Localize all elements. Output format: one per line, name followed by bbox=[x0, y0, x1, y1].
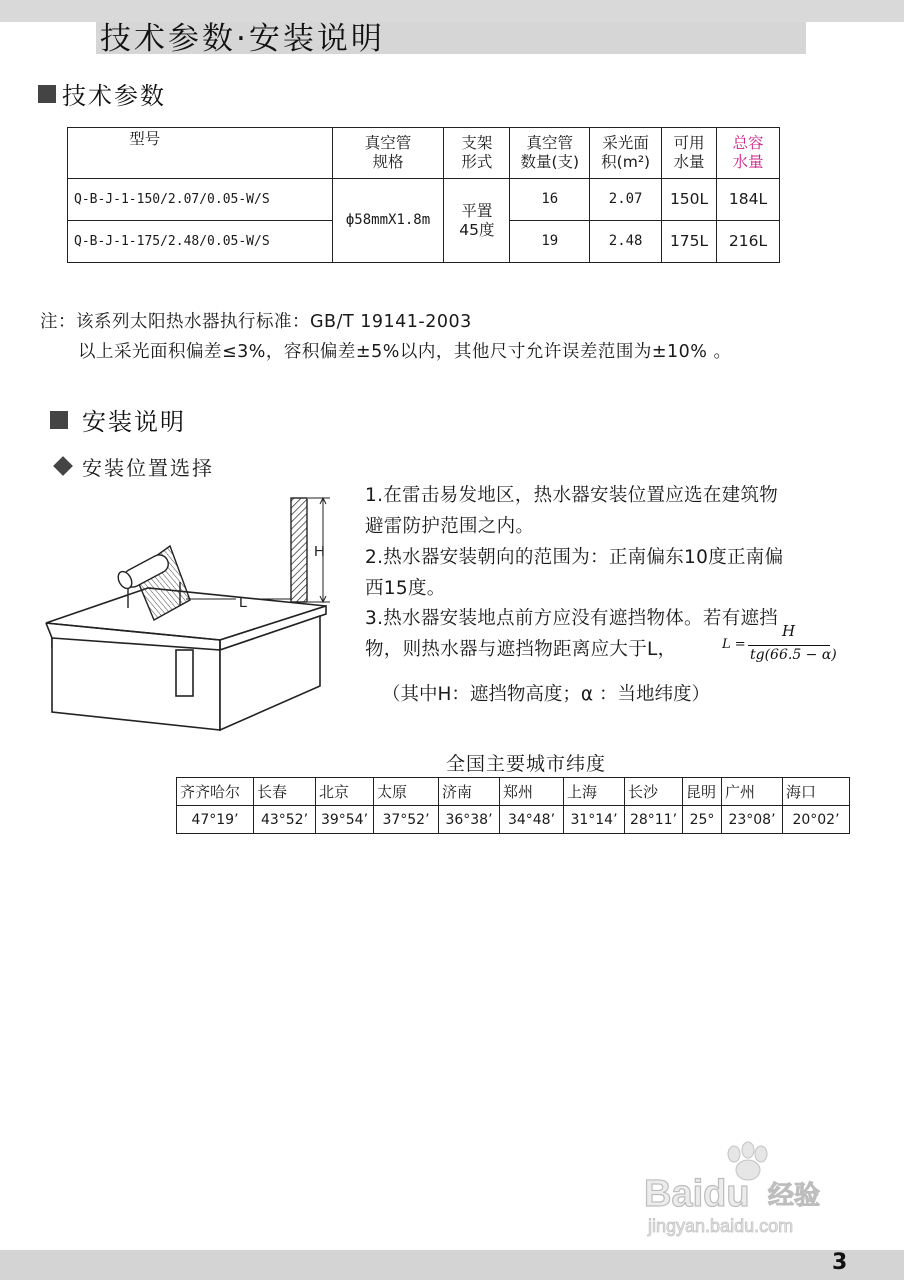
baidu-jingyan-watermark bbox=[640, 1140, 850, 1240]
cell-usable: 150L bbox=[662, 179, 717, 221]
latitude-value: 37°52’ bbox=[374, 806, 439, 834]
latitude-value: 34°48’ bbox=[500, 806, 564, 834]
latitude-value: 47°19’ bbox=[177, 806, 254, 834]
city-name: 太原 bbox=[374, 778, 439, 806]
latitude-value: 43°52’ bbox=[254, 806, 316, 834]
spec-table bbox=[67, 127, 780, 263]
cell-model: Q-B-J-1-175/2.48/0.05-W/S bbox=[68, 221, 333, 263]
house-icon bbox=[46, 588, 326, 730]
instruction-2a: 2.热水器安装朝向的范围为：正南偏东10度正南偏 bbox=[365, 547, 784, 568]
note-standard: 注：该系列太阳热水器执行标准：GB/T 19141-2003 bbox=[40, 312, 472, 332]
header-tube-count: 真空管 数量(支) bbox=[510, 128, 590, 179]
city-name: 长春 bbox=[254, 778, 316, 806]
header-model: 型号 bbox=[68, 128, 333, 179]
diamond-bullet-icon bbox=[53, 456, 73, 476]
instruction-1a: 1.在雷击易发地区，热水器安装位置应选在建筑物 bbox=[365, 485, 779, 506]
dimension-lines bbox=[186, 498, 330, 602]
header-frame: 支架 形式 bbox=[444, 128, 510, 179]
cell-model: Q-B-J-1-150/2.07/0.05-W/S bbox=[68, 179, 333, 221]
header-tube-spec: 真空管 规格 bbox=[332, 128, 444, 179]
cell-area: 2.48 bbox=[590, 221, 662, 263]
obstruction-wall-icon bbox=[291, 498, 307, 602]
latitude-value: 23°08’ bbox=[722, 806, 783, 834]
square-bullet-icon bbox=[38, 85, 56, 103]
city-row bbox=[177, 778, 850, 806]
city-name: 广州 bbox=[722, 778, 783, 806]
l-label: L bbox=[239, 594, 248, 611]
cell-usable: 175L bbox=[662, 221, 717, 263]
latitude-value: 36°38’ bbox=[439, 806, 500, 834]
latitude-value: 31°14’ bbox=[564, 806, 625, 834]
city-name: 长沙 bbox=[625, 778, 683, 806]
header-total: 总容 水量 bbox=[717, 128, 780, 179]
section-heading-installation: 安装说明 bbox=[50, 402, 186, 437]
bottom-band bbox=[0, 1250, 904, 1280]
instruction-3a: 3.热水器安装地点前方应没有遮挡物体。若有遮挡 bbox=[365, 608, 779, 629]
latitude-value: 39°54’ bbox=[316, 806, 374, 834]
header-area: 采光面 积(m²) bbox=[590, 128, 662, 179]
city-name: 济南 bbox=[439, 778, 500, 806]
instruction-3b: 物，则热水器与遮挡物距离应大于L， bbox=[365, 639, 677, 660]
cell-count: 19 bbox=[510, 221, 590, 263]
latitude-value: 25° bbox=[683, 806, 722, 834]
latitude-value: 28°11’ bbox=[625, 806, 683, 834]
installation-diagram bbox=[40, 490, 340, 735]
cell-total: 216L bbox=[717, 221, 780, 263]
city-name: 齐齐哈尔 bbox=[177, 778, 254, 806]
watermark-jingyan: 经验 bbox=[768, 1181, 821, 1211]
cell-count: 16 bbox=[510, 179, 590, 221]
city-name: 郑州 bbox=[500, 778, 564, 806]
cell-total: 184L bbox=[717, 179, 780, 221]
page-title: 技术参数·安装说明 bbox=[100, 21, 385, 57]
page-number: 3 bbox=[832, 1250, 848, 1275]
h-label: H bbox=[314, 543, 325, 560]
spec-header-row bbox=[68, 128, 780, 179]
instruction-2b: 西15度。 bbox=[365, 578, 446, 599]
header-usable: 可用 水量 bbox=[662, 128, 717, 179]
cell-area: 2.07 bbox=[590, 179, 662, 221]
table-row bbox=[68, 179, 780, 221]
instruction-1b: 避雷防护范围之内。 bbox=[365, 516, 535, 537]
city-name: 北京 bbox=[316, 778, 374, 806]
cell-frame: 平置 45度 bbox=[444, 179, 510, 263]
latitude-row bbox=[177, 806, 850, 834]
watermark-url: jingyan.baidu.com bbox=[648, 1216, 794, 1236]
city-name: 昆明 bbox=[683, 778, 722, 806]
city-name: 海口 bbox=[783, 778, 850, 806]
latitude-table bbox=[176, 777, 850, 834]
latitude-caption: 全国主要城市纬度 bbox=[446, 753, 607, 775]
sub-heading-location: 安装位置选择 bbox=[50, 452, 214, 481]
note-tolerance: 以上采光面积偏差≤3%，容积偏差±5%以内，其他尺寸允许误差范围为±10% 。 bbox=[78, 342, 732, 362]
section-heading-tech-params: 技术参数 bbox=[38, 76, 166, 111]
watermark-brand: Baidu bbox=[644, 1173, 750, 1215]
cell-tube-spec: ф58mmX1.8m bbox=[332, 179, 444, 263]
square-bullet-icon bbox=[50, 411, 68, 429]
city-name: 上海 bbox=[564, 778, 625, 806]
formula-legend: （其中H：遮挡物高度；α ：当地纬度） bbox=[382, 684, 710, 705]
latitude-value: 20°02’ bbox=[783, 806, 850, 834]
